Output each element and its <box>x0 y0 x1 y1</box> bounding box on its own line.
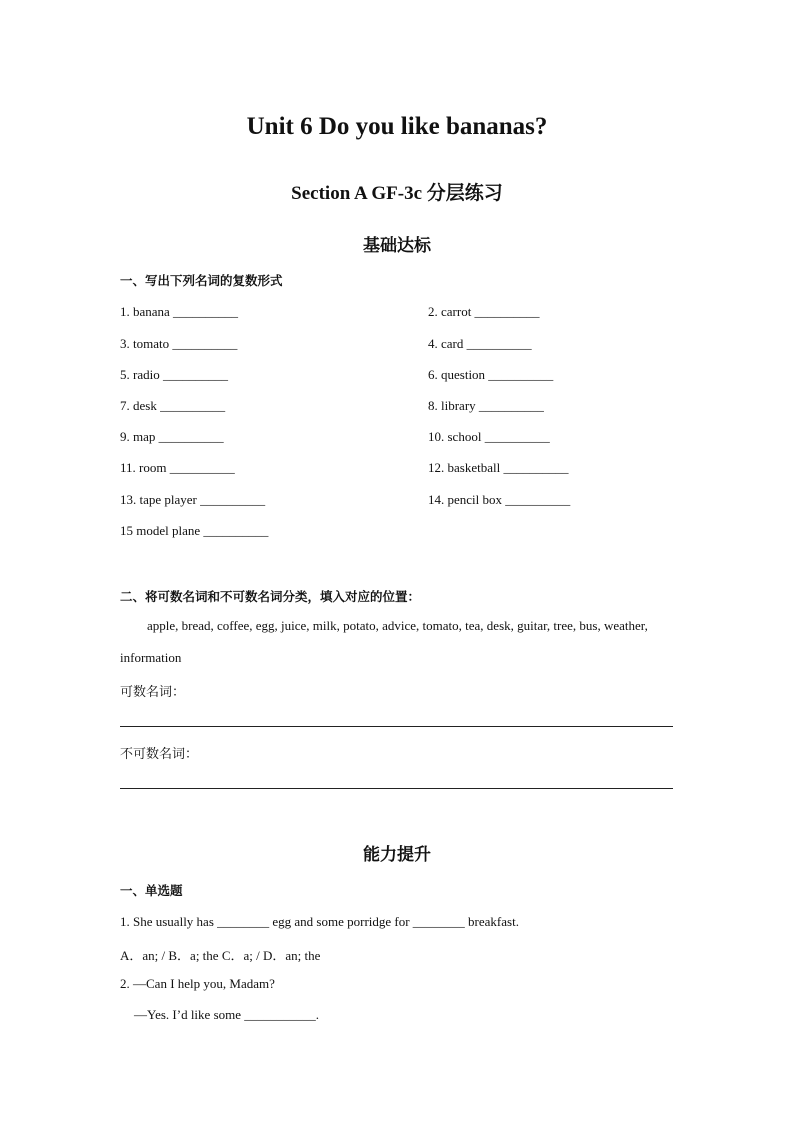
plural-item: 3. tomato __________ <box>120 336 238 351</box>
basic-heading: 基础达标 <box>363 236 431 256</box>
plural-item: 4. card __________ <box>428 336 532 351</box>
uncountable-answer-line <box>120 788 673 789</box>
uncountable-label: 不可数名词： <box>120 747 199 762</box>
plural-item: 6. question __________ <box>428 367 554 382</box>
plural-item: 12. basketball __________ <box>428 460 569 475</box>
advanced-heading: 能力提升 <box>363 845 431 865</box>
page-title: Unit 6 Do you like bananas? <box>246 113 548 140</box>
countable-answer-line <box>120 726 673 727</box>
question-1: 1. She usually has ________ egg and some porridge for ________ breakfast. <box>120 914 519 929</box>
mc-section-title: 一、单选题 <box>120 883 183 898</box>
question-2: 2. —Can I help you, Madam? <box>120 976 275 991</box>
plural-item: 10. school __________ <box>428 429 550 444</box>
plural-item: 15 model plane __________ <box>120 523 269 538</box>
word-list-line2: information <box>120 650 182 665</box>
plural-item: 1. banana __________ <box>120 304 239 319</box>
plural-item: 9. map __________ <box>120 429 224 444</box>
countable-label: 可数名词： <box>120 685 186 700</box>
word-list-line1: apple, bread, coffee, egg, juice, milk, potato, advice, tomato, tea, desk, guitar, tree, bus, weather, <box>147 618 648 633</box>
plural-item: 7. desk __________ <box>120 398 226 413</box>
plural-item: 5. radio __________ <box>120 367 228 382</box>
plural-item: 2. carrot __________ <box>428 304 540 319</box>
page-subtitle: Section A GF-3c 分层练习 <box>291 183 503 204</box>
section2-title: 二、将可数名词和不可数名词分类，填入对应的位置： <box>120 589 421 604</box>
question-1-options: A．an; / B．a; the C．a; / D．an; the <box>120 948 321 963</box>
section1-title: 一、写出下列名词的复数形式 <box>120 273 283 288</box>
plural-item: 13. tape player __________ <box>120 492 266 507</box>
plural-item: 14. pencil box __________ <box>428 492 571 507</box>
plural-item: 8. library __________ <box>428 398 544 413</box>
question-2-response: —Yes. I’d like some ___________. <box>134 1007 320 1022</box>
plural-item: 11. room __________ <box>120 460 235 475</box>
